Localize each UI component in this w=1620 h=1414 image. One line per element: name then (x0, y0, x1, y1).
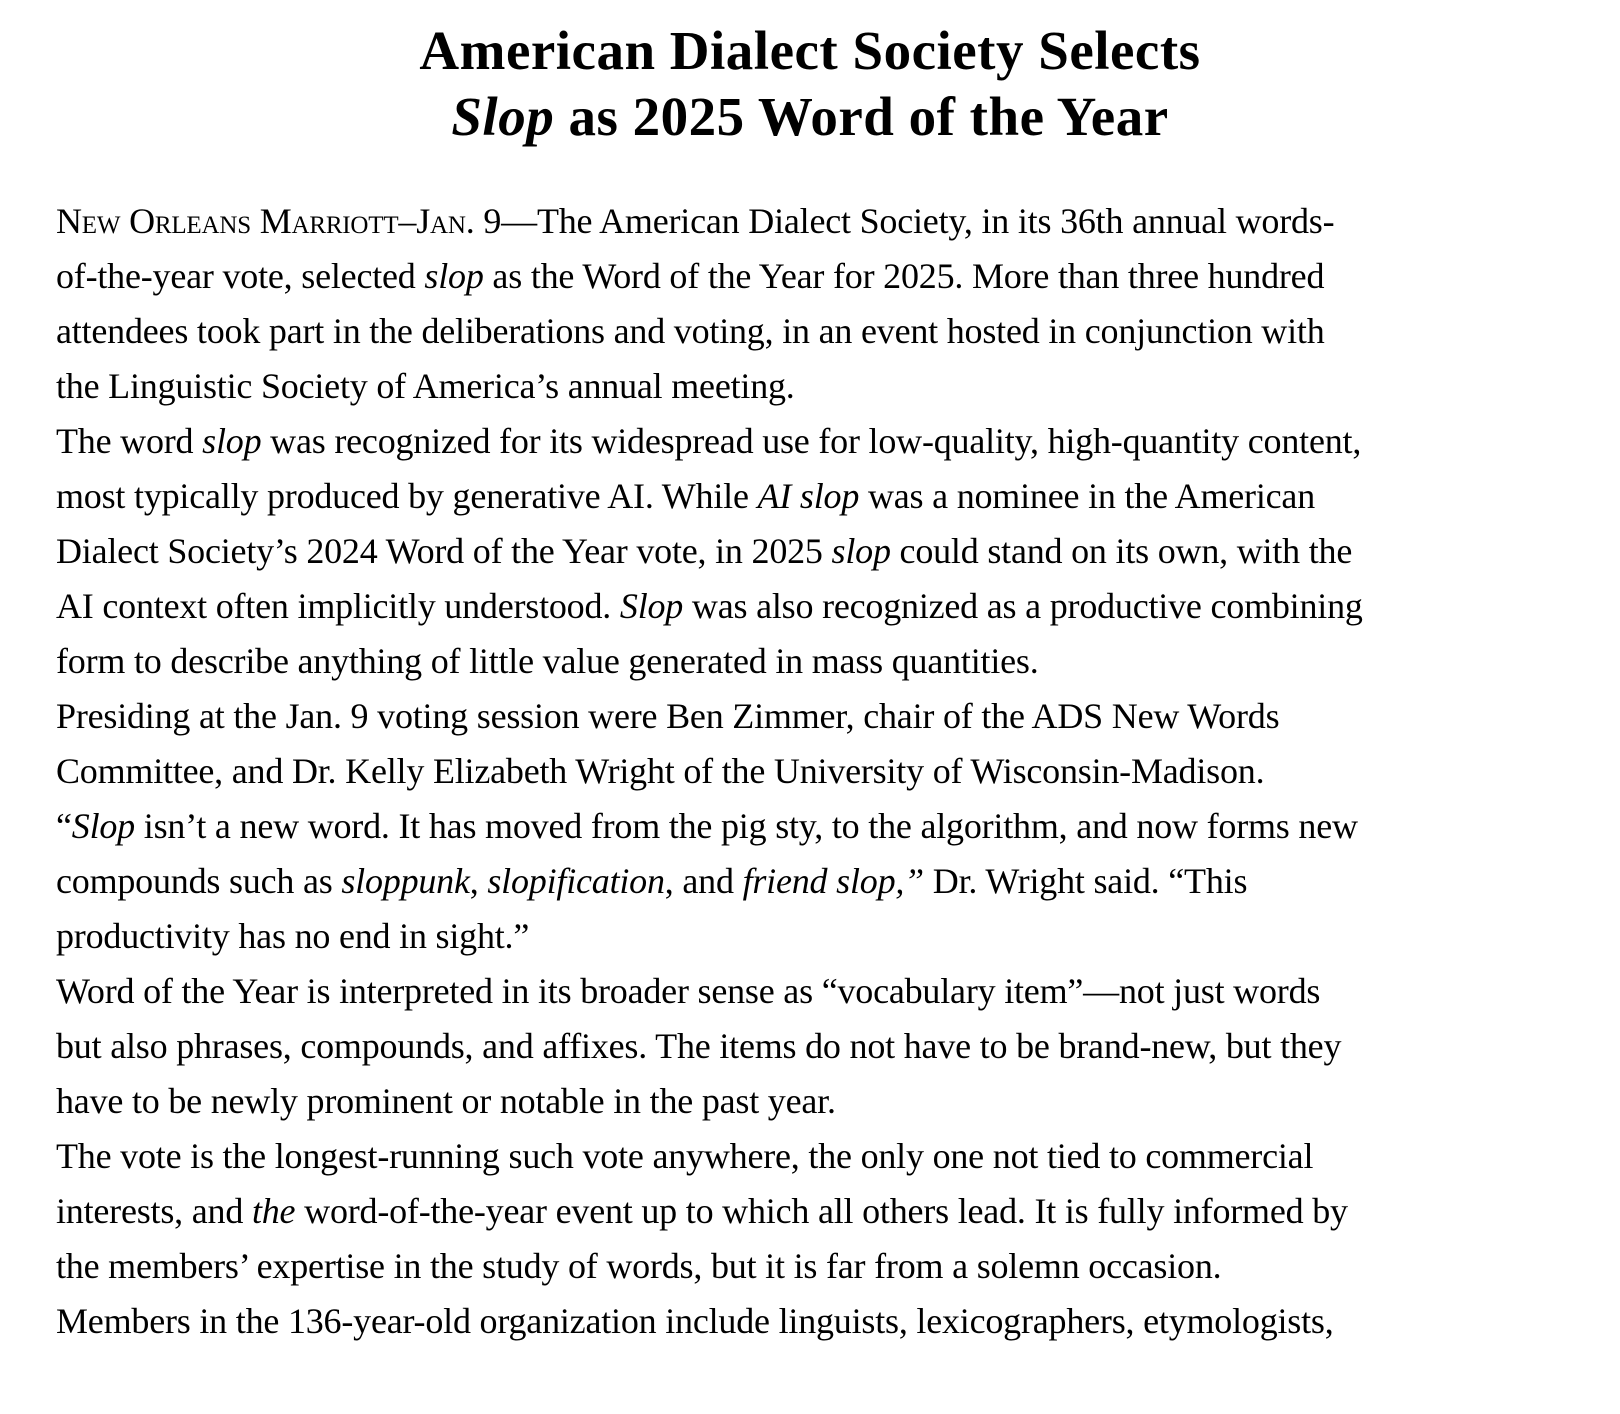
text-line (56, 799, 1580, 854)
text-line (56, 909, 1580, 964)
text-segment: New Orleans Marriott–Jan. 9 (56, 201, 502, 241)
paragraph (56, 799, 1580, 964)
text-line (56, 194, 1580, 249)
text-segment: The word (56, 421, 203, 461)
text-line (56, 469, 1580, 524)
text-segment: have to be newly prominent or notable in the past year. (56, 1081, 836, 1121)
page-title (0, 0, 1620, 150)
paragraph (56, 194, 1580, 414)
text-segment: was a nominee in the American (859, 476, 1315, 516)
text-segment: was recognized for its widespread use for low-quality, high-quantity content, (261, 421, 1362, 461)
text-segment: but also phrases, compounds, and affixes. The items do not have to be brand-new, but they (56, 1026, 1342, 1066)
text-segment: American Dialect Society Selects (419, 20, 1201, 81)
text-segment: as 2025 Word of the Year (554, 86, 1169, 147)
text-segment: the (251, 1191, 296, 1231)
article-body (0, 194, 1620, 1349)
text-segment: attendees took part in the deliberations and voting, in an event hosted in conjunction with (56, 311, 1325, 351)
text-line (56, 689, 1580, 744)
text-segment: as the Word of the Year for 2025. More than three hundred (483, 256, 1325, 296)
text-segment: , and (664, 861, 743, 901)
text-segment: Slop (451, 86, 555, 147)
text-segment: slopification (487, 861, 665, 901)
paragraph (56, 689, 1580, 799)
text-segment: slop (424, 256, 484, 296)
paragraph (56, 414, 1580, 689)
text-segment: Dialect Society’s 2024 Word of the Year vote, in 2025 (56, 531, 832, 571)
text-segment: Members in the 136-year-old organization include linguists, lexicographers, etymologists, (56, 1301, 1334, 1341)
text-line (56, 1129, 1580, 1184)
text-line (56, 1019, 1580, 1074)
text-segment: slop (831, 531, 891, 571)
text-line (56, 524, 1580, 579)
text-segment: Slop (619, 586, 684, 626)
text-line (56, 634, 1580, 689)
text-segment: Word of the Year is interpreted in its broader sense as “vocabulary item”—not just words (56, 971, 1321, 1011)
text-line (56, 1239, 1580, 1294)
text-segment: interests, and (56, 1191, 252, 1231)
text-segment: the members’ expertise in the study of words, but it is far from a solemn occasion. (56, 1246, 1222, 1286)
text-segment: most typically produced by generative AI. While (56, 476, 758, 516)
text-segment: sloppunk (341, 861, 470, 901)
text-segment: The vote is the longest-running such vote anywhere, the only one not tied to commercial (56, 1136, 1314, 1176)
text-segment: , (469, 861, 488, 901)
text-segment: word-of-the-year event up to which all others lead. It is fully informed by (295, 1191, 1348, 1231)
text-segment: Presiding at the Jan. 9 voting session were Ben Zimmer, chair of the ADS New Words (56, 696, 1280, 736)
text-segment: slop (202, 421, 262, 461)
text-segment: isn’t a new word. It has moved from the pig sty, to the algorithm, and now forms new (134, 806, 1358, 846)
text-line (56, 579, 1580, 634)
text-segment: Dr. Wright said. “This (924, 861, 1248, 901)
text-line (56, 359, 1580, 414)
text-line (56, 1074, 1580, 1129)
text-segment: the Linguistic Society of America’s annual meeting. (56, 366, 795, 406)
paragraph (56, 964, 1580, 1129)
text-segment: could stand on its own, with the (890, 531, 1353, 571)
text-segment: Slop (71, 806, 135, 846)
text-segment: AI slop (757, 476, 860, 516)
text-segment: was also recognized as a productive combining (683, 586, 1363, 626)
text-segment: —The American Dialect Society, in its 36th annual words- (501, 201, 1335, 241)
text-line (56, 304, 1580, 359)
text-line (56, 1294, 1580, 1349)
text-segment: form to describe anything of little value generated in mass quantities. (56, 641, 1039, 681)
text-line (56, 964, 1580, 1019)
text-line (56, 1184, 1580, 1239)
text-line (56, 414, 1580, 469)
text-segment: of-the-year vote, selected (56, 256, 425, 296)
text-segment: Committee, and Dr. Kelly Elizabeth Wright of the University of Wisconsin-Madison. (56, 751, 1265, 791)
text-segment: friend slop,” (742, 861, 924, 901)
paragraph (56, 1129, 1580, 1349)
title-line (0, 18, 1620, 84)
text-segment: productivity has no end in sight.” (56, 916, 530, 956)
text-line (56, 854, 1580, 909)
text-segment: AI context often implicitly understood. (56, 586, 620, 626)
text-line (56, 249, 1580, 304)
text-line (56, 744, 1580, 799)
title-line (0, 84, 1620, 150)
text-segment: “ (56, 806, 72, 846)
text-segment: compounds such as (56, 861, 342, 901)
